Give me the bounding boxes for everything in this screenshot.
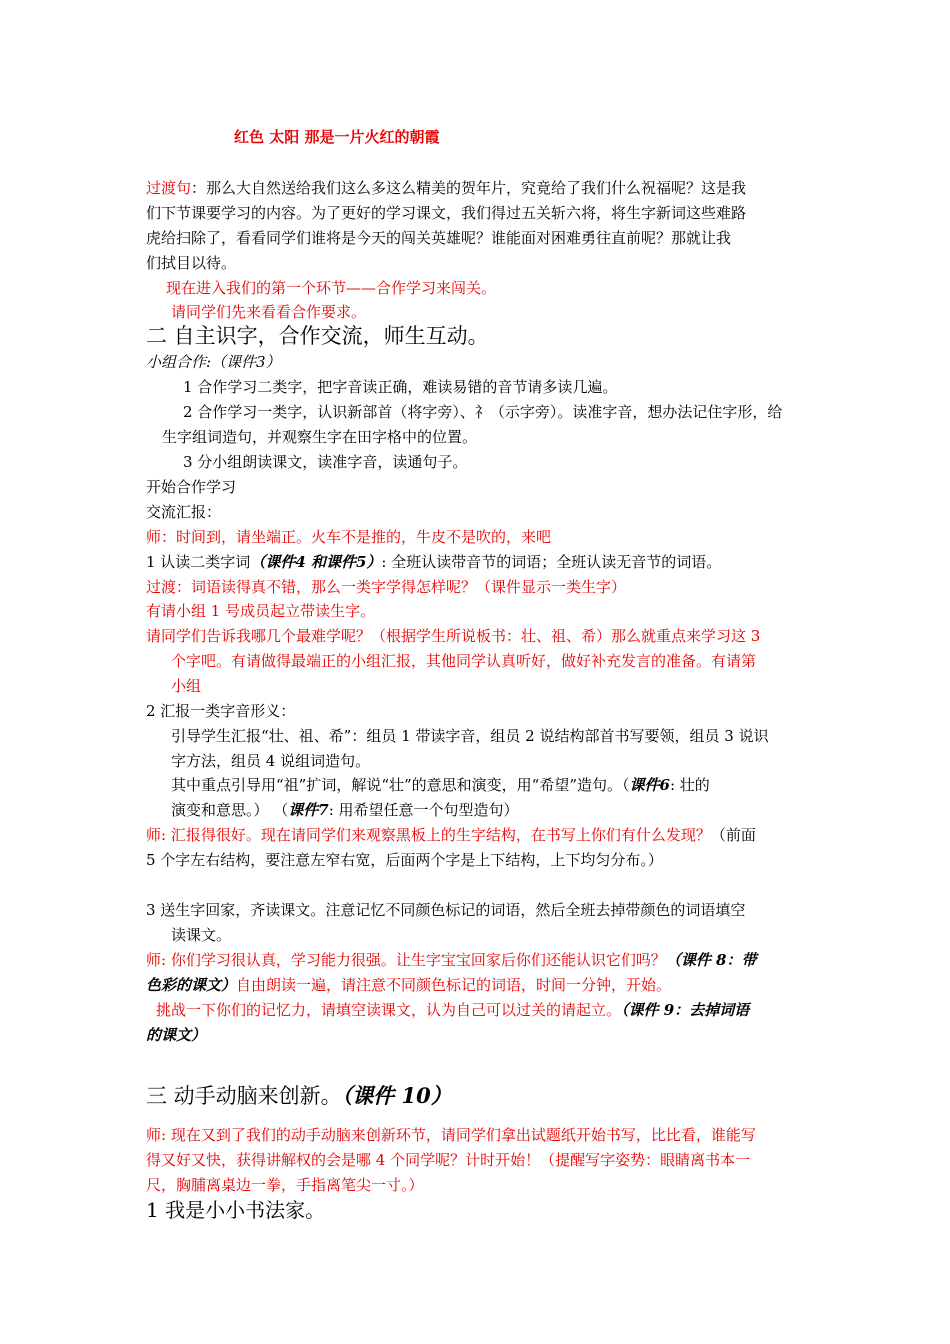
group-item-1: 1 合作学习二类字，把字音读正确，难读易错的音节请多读几遍。 [183,378,618,396]
start-cooperative: 开始合作学习 [146,478,237,496]
transition-line: 过渡：词语读得真不错，那么一类字学得怎样呢？（课件显示一类生字） [146,578,627,596]
guide-line-2: 字方法，组员 4 说组词造句。 [171,752,371,770]
focus-line-2: 演变和意思。） （课件7: 用希望任意一个句型造句） [171,801,519,819]
courseware-ref-10: （课件 10） [341,1083,452,1108]
group-work-label: 小组合作:（课件3） [146,353,281,371]
section-3-item-1: 1 我是小小书法家。 [146,1198,326,1222]
observe-line-1: 师: 汇报得很好。现在请同学们来观察黑板上的生字结构，在书写上你们有什么发现？（前面 [146,826,756,844]
intro-enter: 现在进入我们的第一个环节——合作学习来闯关。 [166,279,497,297]
group-item-3: 3 分小组朗读课文，读准字音，读通句子。 [183,453,468,471]
teacher-line-2-cont: 色彩的课文）自由朗读一遍，请注意不同颜色标记的词语，时间一分钟，开始。 [146,976,672,994]
report-3-cont: 读课文。 [171,926,232,944]
report-label: 交流汇报： [146,503,222,521]
guide-line-1: 引导学生汇报“壮、祖、希”：组员 1 带读字音，组员 2 说结构部首书写要领，组员 3 说识 [171,727,769,745]
challenge-line: 挑战一下你们的记忆力，请填空读课文，认为自己可以过关的请起立。（课件 9：去掉词语 [156,1001,750,1019]
challenge-line-cont: 的课文） [146,1026,207,1044]
section-3-teacher-1: 师: 现在又到了我们的动手动脑来创新环节，请同学们拿出试题纸开始书写，比比看，谁能写 [146,1126,756,1144]
section-2-heading: 二 自主识字，合作交流，师生互动。 [146,324,489,348]
intro-label: 过渡句 [146,179,192,197]
courseware-ref-7: 课件7 [288,801,329,819]
lead-reading: 有请小组 1 号成员起立带读生字。 [146,602,376,620]
courseware-ref-8: （课件 8：带 [665,951,757,969]
teacher-line-1: 师：时间到，请坐端正。火车不是推的，牛皮不是吹的，来吧 [146,528,552,546]
courseware-ref-9: （课件 9：去掉词语 [621,1001,750,1019]
report-3: 3 送生字回家，齐读课文。注意记忆不同颜色标记的词语，然后全班去掉带颜色的词语填空 [146,901,746,919]
section-3-heading: 三 动手动脑来创新。（课件 10） [146,1083,452,1108]
report-1: 1 认读二类字词（课件4 和课件5）: 全班认读带音节的词语；全班认读无音节的词语。 [146,553,722,571]
teacher-line-2: 师: 你们学习很认真，学习能力很强。让生字宝宝回家后你们还能认识它们吗？（课件 8：带 [146,951,757,969]
observe-line-2: 5 个字左右结构，要注意左窄右宽，后面两个字是上下结构，上下均匀分布。） [146,851,663,869]
ask-line-1: 请同学们告诉我哪几个最难学呢？（根据学生所说板书：壮、祖、希）那么就重点来学习这 3 [146,627,761,645]
ask-line-2: 个字吧。有请做得最端正的小组汇报，其他同学认真听好，做好补充发言的准备。有请第 [171,652,757,670]
intro-line-4: 们拭目以待。 [146,254,237,272]
document-title: 红色 太阳 那是一片火红的朝霞 [234,128,440,146]
report-2: 2 汇报一类字音形义： [146,702,296,720]
section-3-teacher-3: 尺，胸脯离桌边一拳，手指离笔尖一寸。） [146,1176,424,1194]
intro-line-3: 虎给扫除了，看看同学们谁将是今天的闯关英雄呢？谁能面对困难勇往直前呢？那就让我 [146,229,732,247]
courseware-ref-6: 课件6 [629,776,670,794]
section-3-teacher-2: 得又好又快，获得讲解权的会是哪 4 个同学呢？计时开始！（提醒写字姿势：眼睛离书本一 [146,1151,751,1169]
group-item-2-cont: 生字组词造句，并观察生字在田字格中的位置。 [162,428,478,446]
group-item-2: 2 合作学习一类字，认识新部首（将字旁）、礻（示字旁）。读准字音，想办法记住字形，给 [183,403,783,421]
ask-line-3: 小组 [171,677,202,695]
intro-line-1: 过渡句：那么大自然送给我们这么多这么精美的贺年片，究竟给了我们什么祝福呢？这是我 [146,179,747,197]
courseware-ref-4-5: （课件4 和课件5） [250,553,382,571]
focus-line-1: 其中重点引导用“祖”扩词，解说“壮”的意思和演变，用“希望”造句。（课件6: 壮的 [171,776,710,794]
intro-requirements: 请同学们先来看看合作要求。 [171,303,367,321]
intro-line-2: 们下节课要学习的内容。为了更好的学习课文，我们得过五关斩六将，将生字新词这些难路 [146,204,747,222]
